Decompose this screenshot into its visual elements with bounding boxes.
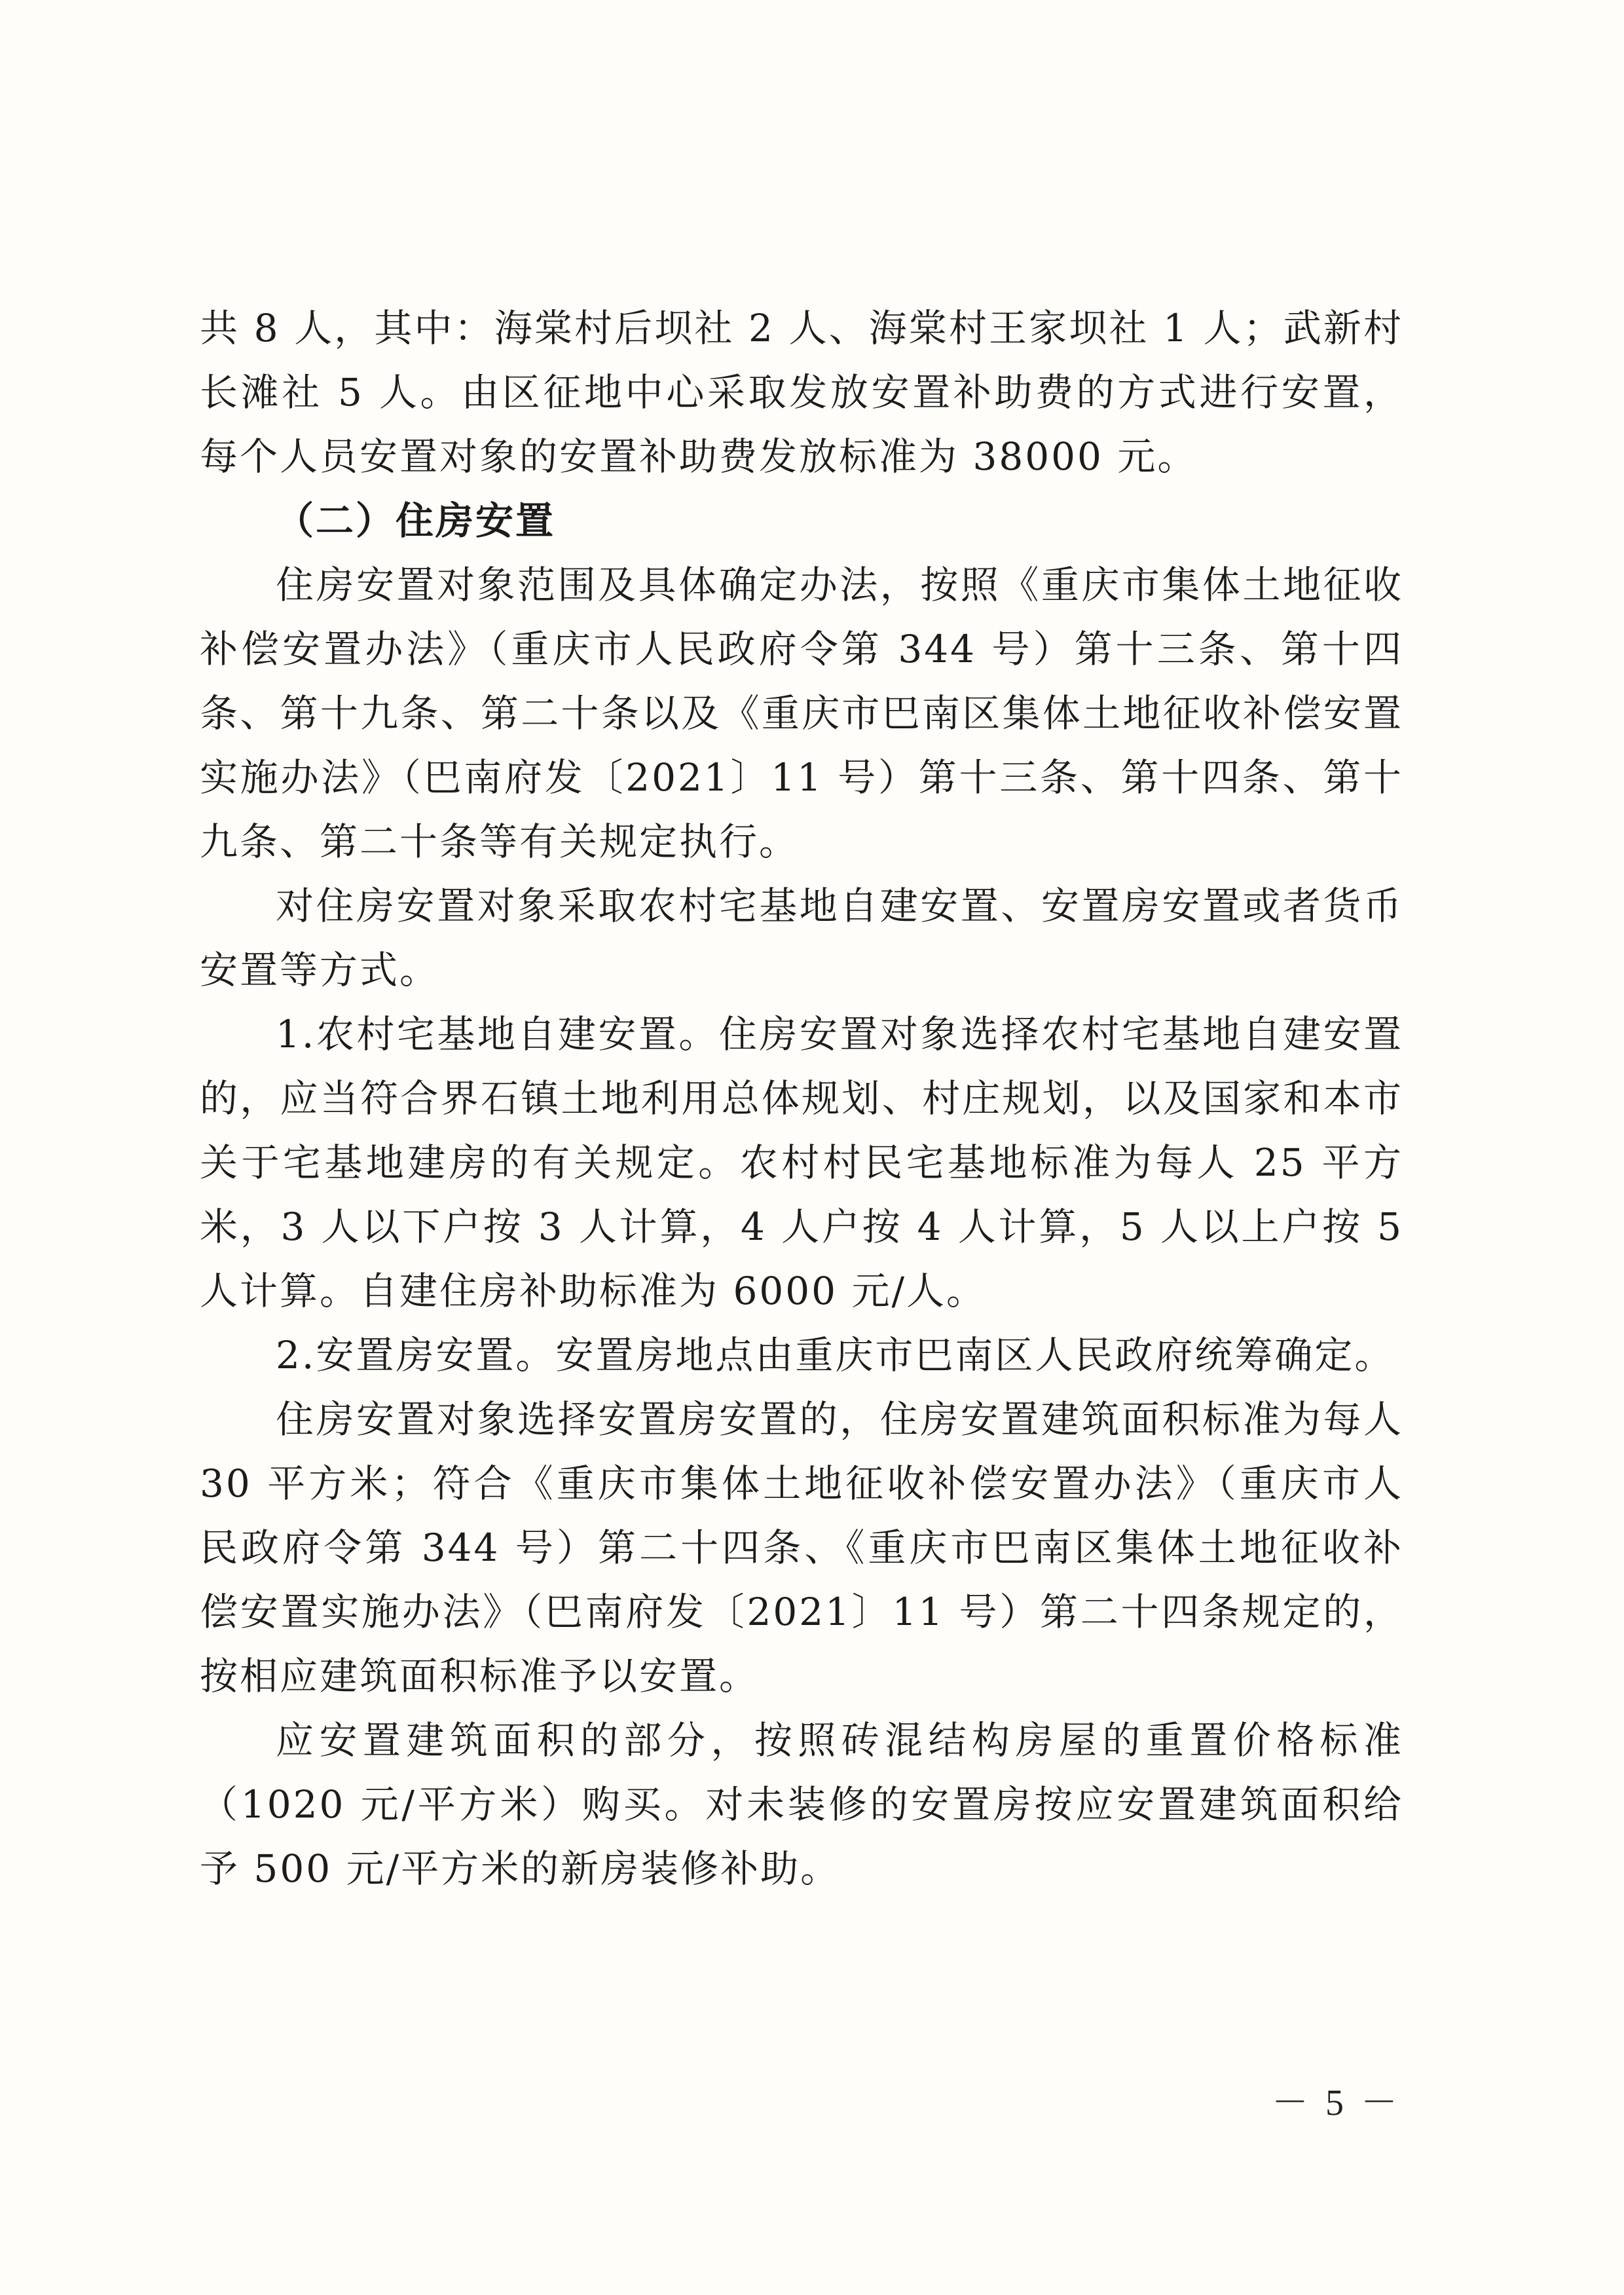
- paragraph-purchase-and-decoration: 应安置建筑面积的部分，按照砖混结构房屋的重置价格标准（1020 元/平方米）购买。对未装修的安置房按应安置建筑面积给予 500 元/平方米的新房装修补助。: [200, 1718, 1403, 1891]
- paragraph-homestead-self-build: 1.农村宅基地自建安置。住房安置对象选择农村宅基地自建安置的，应当符合界石镇土地利用总体规划、村庄规划，以及国家和本市关于宅基地建房的有关规定。农村村民宅基地标准为每人 25 平方米，3 人以下户按 3 人计算，4 人户按 4 人计算，5 人以上户按 5 人计算。自建住房补助标准为 6000 元/人。: [200, 1012, 1403, 1313]
- paragraph-housing-scope: 住房安置对象范围及具体确定办法，按照《重庆市集体土地征收补偿安置办法》（重庆市人民政府令第 344 号）第十三条、第十四条、第十九条、第二十条以及《重庆市巴南区集体土地征收补偿安置实施办法》（巴南府发〔2021〕11 号）第十三条、第十四条、第十九条、第二十条等有关规定执行。: [200, 563, 1403, 864]
- paragraph-personnel-resettlement: 共 8 人，其中：海棠村后坝社 2 人、海棠村王家坝社 1 人；武新村长滩社 5 人。由区征地中心采取发放安置补助费的方式进行安置，每个人员安置对象的安置补助费发放标准为 38000 元。: [200, 306, 1403, 479]
- document-body: [200, 296, 1403, 1901]
- page-number: － 5 －: [1272, 2083, 1401, 2123]
- section-heading-housing-resettlement: （二）住房安置: [276, 498, 556, 543]
- paragraph-resettlement-area-standard: 住房安置对象选择安置房安置的，住房安置建筑面积标准为每人 30 平方米；符合《重庆市集体土地征收补偿安置办法》（重庆市人民政府令第 344 号）第二十四条、《重庆市巴南区集体土地征收补偿安置实施办法》（巴南府发〔2021〕11 号）第二十四条规定的，按相应建筑面积标准予以安置。: [200, 1397, 1403, 1698]
- paragraph-housing-methods: 对住房安置对象采取农村宅基地自建安置、安置房安置或者货币安置等方式。: [200, 884, 1403, 992]
- paragraph-resettlement-housing: 2.安置房安置。安置房地点由重庆市巴南区人民政府统筹确定。: [276, 1333, 1395, 1377]
